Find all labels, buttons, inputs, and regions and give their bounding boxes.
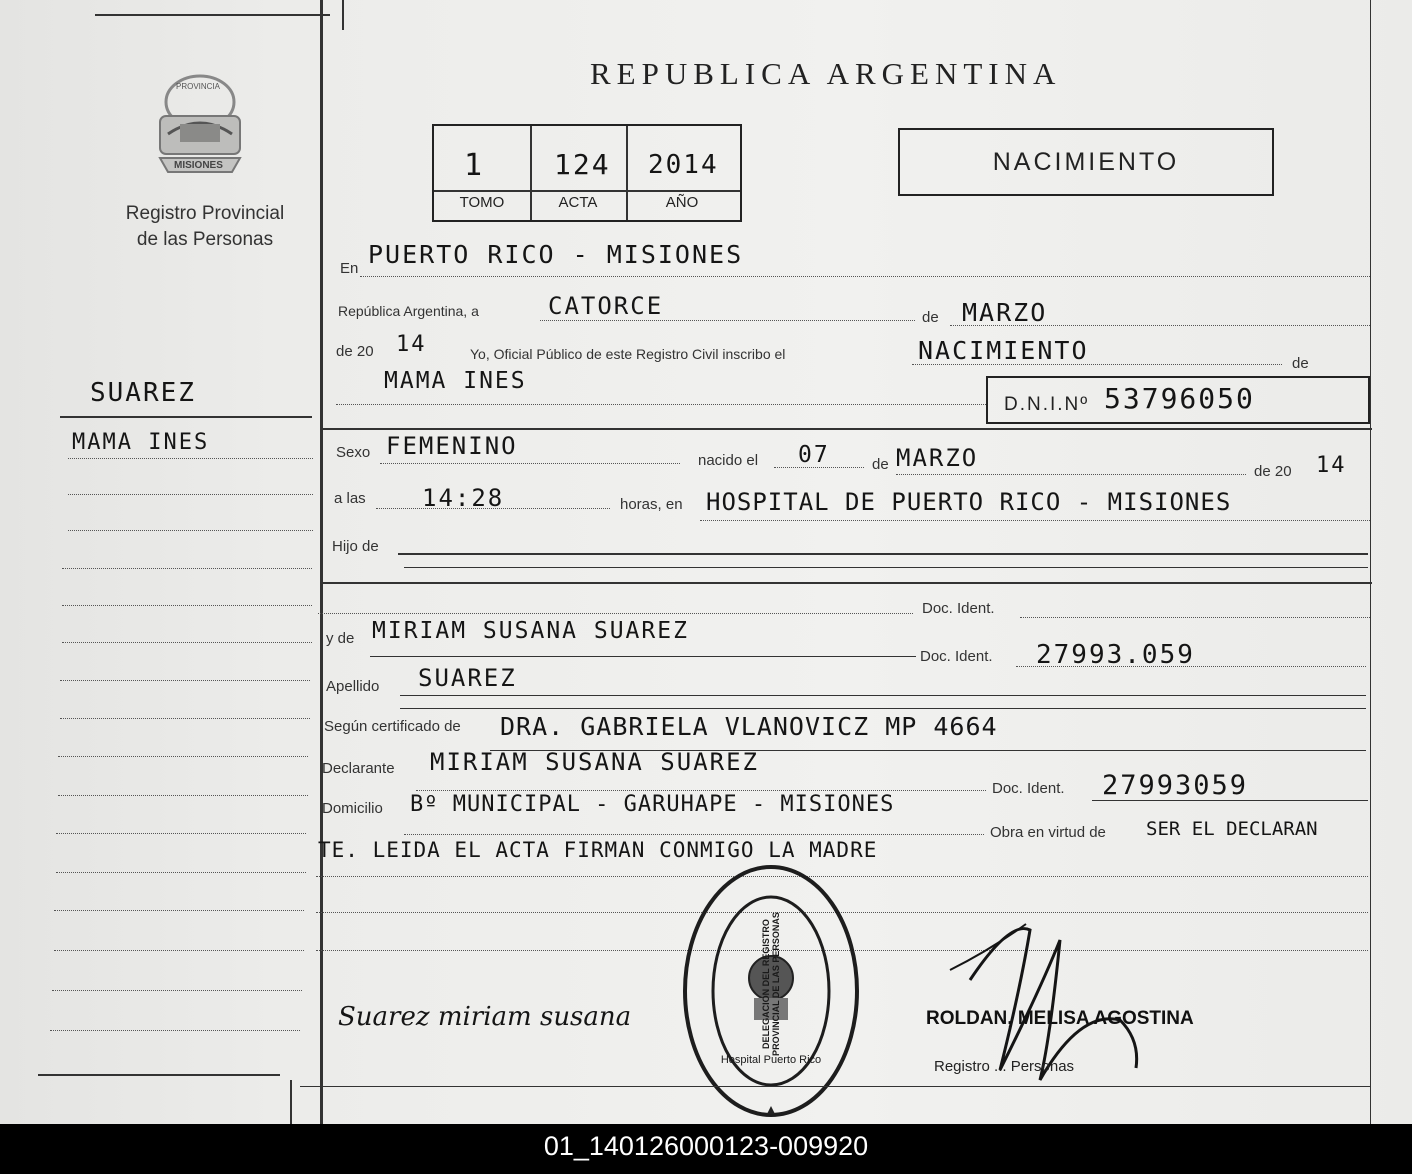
sidebar-surname: SUAREZ [90, 378, 196, 408]
field-dotted-line [1020, 617, 1370, 618]
child-name-value: MAMA INES [384, 368, 527, 394]
field-dotted-line [416, 790, 986, 791]
registry-name-line2: de las Personas [136, 229, 274, 250]
mother-doc-value: 27993.059 [1036, 640, 1195, 670]
birth-year-suffix: 14 [1316, 453, 1347, 478]
birth-time-value: 14:28 [422, 484, 505, 512]
sidebar-dotted-line [58, 756, 308, 757]
sidebar-dotted-line [54, 950, 304, 951]
field-dotted-line [700, 520, 1370, 521]
right-border [1370, 0, 1371, 1124]
emblem-label-top: PROVINCIA [176, 82, 221, 91]
de-label: de [922, 309, 939, 326]
hijo-field-line [398, 553, 1368, 555]
birth-place-value: HOSPITAL DE PUERTO RICO - MISIONES [706, 488, 1232, 516]
sidebar-dotted-line [68, 458, 313, 459]
hijo-label: Hijo de [332, 538, 379, 555]
top-left-rule [95, 14, 330, 16]
apellido-value: SUAREZ [418, 664, 517, 692]
field-dotted-line [1016, 666, 1366, 667]
official-title: Registro ... Personas [934, 1058, 1075, 1075]
declarante-label: Declarante [322, 760, 395, 777]
field-dotted-line [376, 508, 610, 509]
declarant-value: MIRIAM SUSANA SUAREZ [430, 748, 759, 776]
sidebar-dotted-line [62, 605, 312, 606]
obra-value: SER EL DECLARAN [1146, 818, 1318, 840]
apellido-line-2 [400, 708, 1366, 709]
section-rule-1 [322, 428, 1372, 430]
registry-name-line1: Registro Provincial [125, 203, 285, 224]
field-dotted-line [540, 320, 915, 321]
field-dotted-line [950, 325, 1370, 326]
note-line-value: TE. LEIDA EL ACTA FIRMAN CONMIGO LA MADRE [318, 838, 878, 862]
field-dotted-line [336, 404, 986, 405]
en-label: En [340, 260, 359, 277]
dni-value: 53796050 [1104, 382, 1255, 415]
field-dotted-line [380, 463, 680, 464]
sidebar-dotted-line [68, 530, 313, 531]
field-dotted-line [896, 474, 1246, 475]
a-las-label: a las [334, 490, 366, 507]
emblem-label-bottom: MISIONES [174, 160, 223, 171]
column-divider [320, 0, 323, 1124]
sidebar-dotted-line [60, 718, 310, 719]
certificate-by-value: DRA. GABRIELA VLANOVICZ MP 4664 [500, 712, 998, 741]
acta-value: 124 [554, 148, 611, 181]
sidebar-dotted-line [62, 642, 312, 643]
bottom-rule [300, 1086, 1370, 1087]
sexo-label: Sexo [336, 444, 371, 461]
apellido-line [400, 695, 1366, 696]
field-dotted-line [774, 467, 864, 468]
doc-ident-label: Doc. Ident. [922, 600, 995, 617]
sidebar-dotted-line [62, 568, 312, 569]
day-words-value: CATORCE [548, 292, 664, 320]
doc-ident-label-3: Doc. Ident. [992, 780, 1065, 797]
birth-day-value: 07 [798, 442, 830, 468]
box-label-rule [434, 190, 740, 192]
official-stamp [676, 858, 866, 1124]
sexo-value: FEMENINO [386, 432, 518, 460]
declarant-doc-value: 27993059 [1102, 770, 1249, 801]
dni-box [986, 376, 1370, 424]
field-dotted-line [404, 834, 984, 835]
y-de-label: y de [326, 630, 355, 647]
nacido-label: nacido el [698, 452, 759, 469]
certificado-label: Según certificado de [324, 718, 461, 735]
sidebar-dotted-line [60, 680, 310, 681]
record-type: NACIMIENTO [992, 148, 1180, 176]
tomo-value: 1 [464, 148, 485, 183]
section-rule-2 [322, 582, 1372, 584]
declarant-doc-line [1092, 800, 1368, 801]
registry-number-box [432, 124, 742, 222]
birth-year-prefix: de 20 [1254, 463, 1292, 480]
dni-label: D.N.I.Nº [1004, 394, 1090, 415]
horas-label: horas, en [620, 496, 683, 513]
top-divider [342, 0, 344, 30]
year-suffix-value: 14 [396, 332, 427, 357]
sidebar-dotted-line [56, 872, 306, 873]
sidebar-dotted-line [56, 833, 306, 834]
year-prefix-label: de 20 [336, 343, 374, 360]
anio-value: 2014 [648, 150, 719, 180]
apellido-label: Apellido [326, 678, 380, 695]
country-title: REPUBLICA ARGENTINA [590, 56, 1062, 91]
sidebar-dotted-line [52, 990, 302, 991]
republica-label: República Argentina, a [338, 303, 479, 319]
anio-label: AÑO [665, 194, 699, 211]
de-label-2: de [1292, 355, 1309, 372]
obra-label: Obra en virtud de [990, 824, 1106, 841]
hijo-field-line-2 [404, 567, 1368, 568]
sidebar-dotted-line [68, 494, 313, 495]
sidebar-bottom-rule [38, 1074, 280, 1076]
act-type-value: NACIMIENTO [918, 336, 1089, 365]
de-label-3: de [872, 456, 889, 473]
sidebar-surname-rule [60, 416, 312, 418]
field-dotted-line [318, 613, 913, 614]
mother-name-line [370, 656, 916, 657]
birth-month-value: MARZO [896, 444, 979, 472]
mother-name-value: MIRIAM SUSANA SUAREZ [372, 618, 689, 644]
scan-footer-id: 01_140126000123-009920 [0, 1124, 1412, 1174]
field-dotted-line [912, 364, 1282, 365]
acta-label: ACTA [558, 194, 598, 211]
stamp-outer-text: DELEGACION DEL REGISTRO PROVINCIAL DE LAS PERSONAS [761, 912, 781, 1056]
sidebar-dotted-line [50, 1030, 300, 1031]
address-value: Bº MUNICIPAL - GARUHAPE - MISIONES [410, 792, 895, 817]
sidebar-given-names: MAMA INES [72, 430, 210, 455]
field-dotted-line [360, 276, 1370, 277]
sidebar-dotted-line [54, 910, 304, 911]
sidebar-dotted-line [58, 795, 308, 796]
official-text: Yo, Oficial Público de este Registro Civil inscribo el [470, 346, 786, 362]
month-value: MARZO [962, 298, 1048, 327]
column-divider-inner [290, 1080, 292, 1124]
place-value: PUERTO RICO - MISIONES [368, 240, 744, 269]
record-type-box [898, 128, 1274, 196]
tomo-label: TOMO [459, 194, 505, 211]
doc-ident-label-2: Doc. Ident. [920, 648, 993, 665]
official-name: ROLDAN, MELISA AGOSTINA [926, 1008, 1194, 1029]
province-emblem [150, 72, 250, 182]
left-signature: Suarez miriam susana [338, 1002, 632, 1032]
stamp-inner-text: Hospital Puerto Rico [720, 1054, 822, 1066]
domicilio-label: Domicilio [322, 800, 383, 817]
